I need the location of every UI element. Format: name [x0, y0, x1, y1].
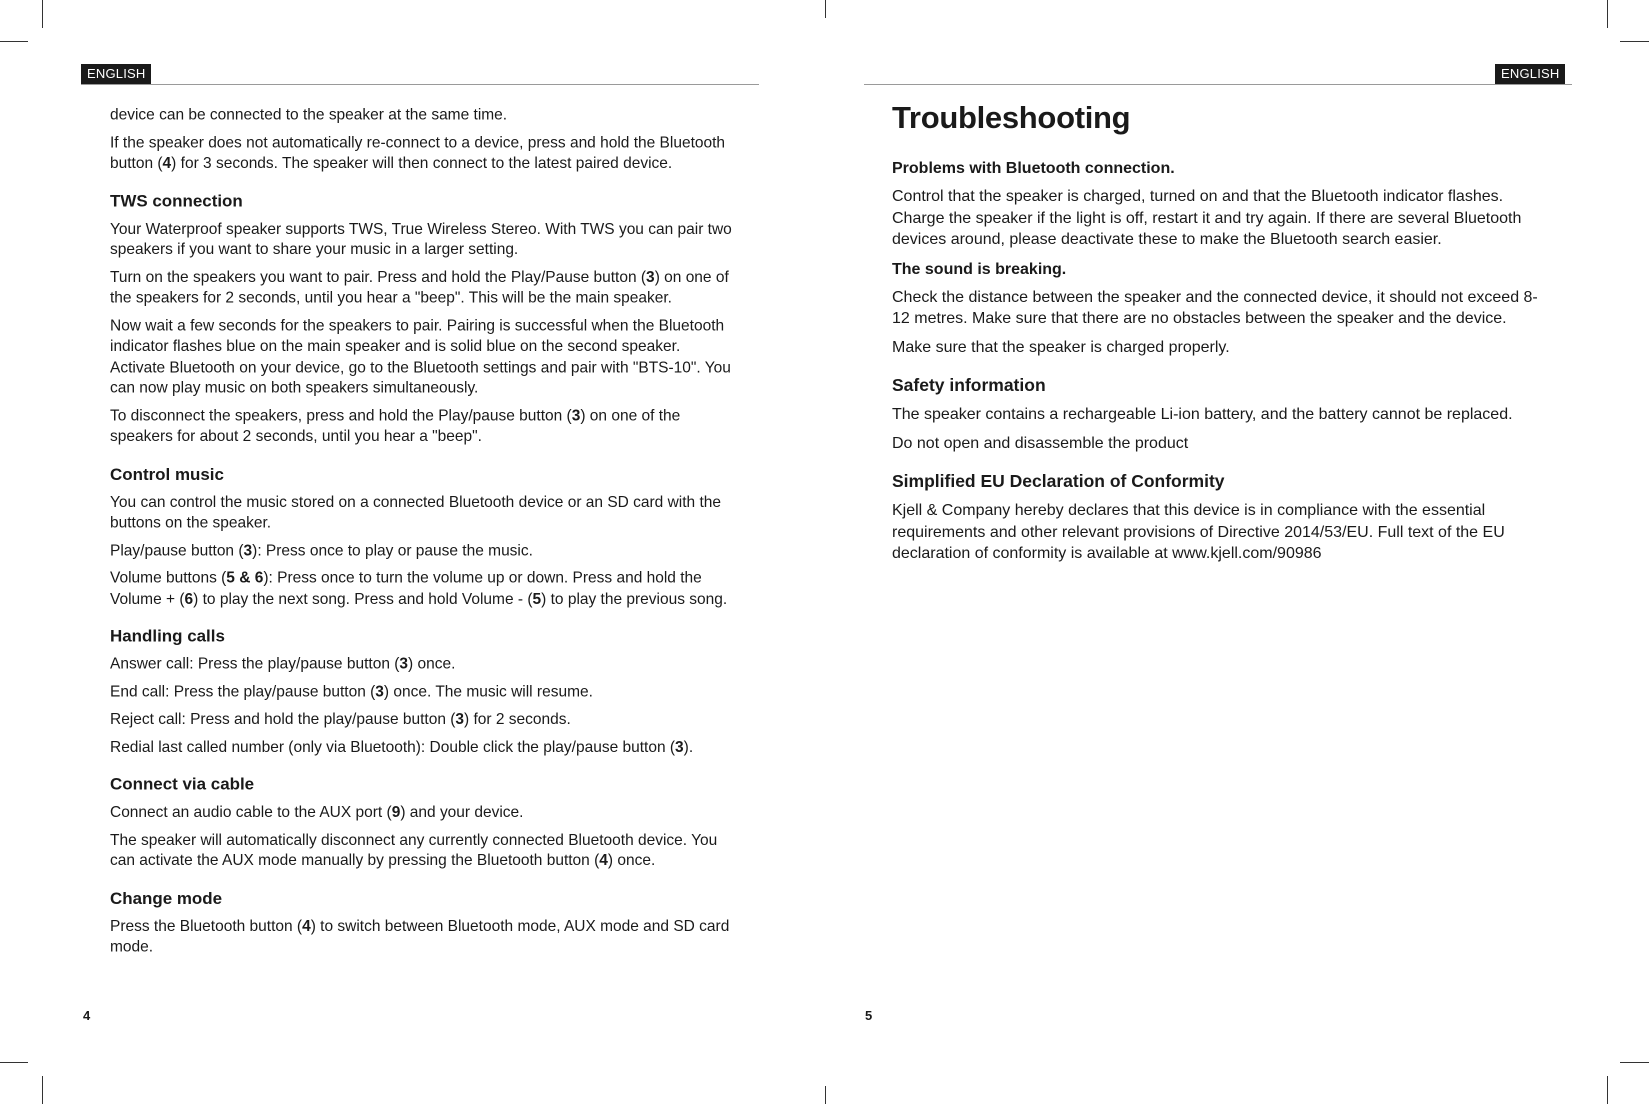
- text-run: Check the distance between the speaker and the connected device, it should not exceed 8-12 metres. Make sure that there are no obstacles between the speaker and the device.: [892, 288, 1538, 327]
- text-run: You can control the music stored on a connected Bluetooth device or an SD card with the buttons on the speaker.: [110, 493, 722, 532]
- section-heading: [892, 470, 1552, 492]
- page-number: 5: [865, 1008, 873, 1023]
- paragraph: [110, 492, 735, 534]
- button-reference: 5: [532, 590, 542, 608]
- paragraph: [110, 737, 735, 758]
- text-run: Kjell & Company hereby declares that this device is in compliance with the essential requirements and other relevant provisions of Directive 2014/53/EU. Full text of the EU declaration of conformity is available at www.kjell.com/90986: [892, 502, 1505, 562]
- paragraph: [110, 316, 735, 399]
- button-reference: 9: [391, 804, 401, 821]
- right-page: [825, 0, 1649, 1104]
- text-run: Simplified EU Declaration of Conformity: [892, 471, 1225, 491]
- text-run: Answer call: Press the play/pause button (: [110, 656, 400, 673]
- paragraph: [110, 540, 735, 561]
- section-heading: [110, 887, 735, 908]
- header-rule: [864, 84, 1572, 85]
- text-run: Connect via cable: [110, 774, 255, 794]
- text-run: ) once.: [408, 656, 456, 673]
- paragraph: [110, 105, 735, 126]
- paragraph: [892, 337, 1552, 359]
- text-run: ) for 2 seconds.: [464, 711, 571, 728]
- page-title: Troubleshooting: [892, 100, 1131, 135]
- text-run: Change mode: [110, 888, 223, 908]
- language-badge: ENGLISH: [81, 64, 151, 84]
- subheading: [892, 259, 1552, 280]
- text-run: Connect an audio cable to the AUX port (: [110, 804, 392, 821]
- text-run: The speaker will automatically disconnect any currently connected Bluetooth device. You can activate the AUX mode manually by pressing the Bluetooth button (: [110, 831, 718, 870]
- button-reference: 5 & 6: [226, 569, 264, 587]
- text-run: The sound is breaking.: [892, 260, 1067, 278]
- button-reference: 3: [675, 738, 684, 756]
- text-run: Handling calls: [110, 626, 225, 646]
- paragraph: [110, 406, 735, 448]
- text-run: Make sure that the speaker is charged properly.: [892, 338, 1230, 356]
- text-run: device can be connected to the speaker at the same time.: [110, 106, 508, 124]
- paragraph: [110, 830, 735, 872]
- paragraph: [892, 500, 1552, 565]
- text-run: Do not open and disassemble the product: [892, 434, 1189, 452]
- button-reference: 3: [399, 656, 409, 673]
- paragraph: [110, 682, 735, 703]
- button-reference: 3: [243, 542, 253, 559]
- text-run: Your Waterproof speaker supports TWS, True Wireless Stereo. With TWS you can pair two speakers if you want to share your music in a larger setting.: [110, 220, 732, 259]
- section-heading: [110, 773, 735, 794]
- section-heading: [110, 625, 735, 646]
- text-run: Now wait a few seconds for the speakers to pair. Pairing is successful when the Bluetooth indicator flashes blue on the main speaker and is solid blue on the second speaker. Activate Bluetooth on your device, go to the Bluetooth settings and pair with "BTS-10". You can now play music on both speakers simultaneously.: [110, 317, 731, 397]
- text-run: The speaker contains a rechargeable Li-ion battery, and the battery cannot be replaced.: [892, 406, 1513, 423]
- text-run: ) on one of the speakers for 2 seconds, until you hear a "beep". This will be the main speaker.: [110, 269, 729, 307]
- paragraph: [892, 186, 1552, 251]
- paragraph: [110, 916, 735, 958]
- section-heading: [110, 190, 735, 211]
- paragraph: [110, 654, 735, 675]
- text-run: TWS connection: [110, 190, 243, 211]
- text-run: Volume buttons (: [110, 569, 227, 587]
- button-reference: 3: [571, 407, 581, 425]
- text-run: ) on one of the speakers for about 2 seconds, until you hear a "beep".: [110, 407, 681, 445]
- text-run: If the speaker does not automatically re-connect to a device, press and hold the Bluetooth button (: [110, 134, 726, 172]
- paragraph: [110, 133, 735, 175]
- text-run: ) once. The music will resume.: [383, 683, 593, 701]
- text-run: ) to play the previous song.: [541, 590, 728, 608]
- section-heading: [892, 374, 1552, 396]
- paragraph: [892, 433, 1552, 455]
- button-reference: 3: [646, 269, 655, 286]
- text-run: ).: [683, 738, 694, 756]
- header-rule: [81, 84, 759, 85]
- text-run: ) to play the next song. Press and hold Volume - (: [193, 590, 533, 608]
- section-heading: [110, 463, 735, 484]
- button-reference: 4: [599, 852, 608, 870]
- text-run: To disconnect the speakers, press and hold the Play/pause button (: [110, 407, 572, 425]
- language-badge: ENGLISH: [1495, 64, 1565, 84]
- text-run: ) once.: [607, 852, 656, 870]
- paragraph: [892, 287, 1552, 330]
- text-run: Problems with Bluetooth connection.: [892, 160, 1175, 177]
- text-run: Turn on the speakers you want to pair. Press and hold the Play/Pause button (: [110, 269, 647, 286]
- subheading: [892, 158, 1552, 179]
- text-run: Press the Bluetooth button (: [110, 918, 303, 935]
- right-page-content: [892, 100, 1552, 572]
- paragraph: [892, 404, 1552, 426]
- text-run: ): Press once to play or pause the music.: [252, 542, 533, 559]
- text-run: Play/pause button (: [110, 542, 244, 559]
- text-run: Control music: [110, 463, 224, 484]
- text-run: Control that the speaker is charged, turned on and that the Bluetooth indicator flashes. Charge the speaker if the light is off, restart it and try again. If there are several Bluetooth devices around, please deactivate these to make the Bluetooth search easier.: [892, 188, 1522, 248]
- text-run: Redial last called number (only via Bluetooth): Double click the play/pause button (: [110, 738, 676, 756]
- button-reference: 4: [302, 918, 311, 935]
- text-run: ) to switch between Bluetooth mode, AUX mode and SD card mode.: [110, 918, 730, 956]
- button-reference: 3: [455, 711, 465, 728]
- paragraph: [110, 802, 735, 823]
- paragraph: [110, 267, 735, 309]
- text-run: ) for 3 seconds. The speaker will then connect to the latest paired device.: [171, 155, 673, 172]
- left-page-content: [110, 105, 735, 965]
- text-run: Safety information: [892, 375, 1046, 395]
- paragraph: [110, 219, 735, 261]
- button-reference: 3: [375, 683, 384, 701]
- button-reference: 4: [162, 155, 172, 172]
- paragraph: [110, 709, 735, 730]
- text-run: ): Press once to turn the volume up or down. Press and hold the Volume + (: [110, 569, 702, 608]
- text-run: Reject call: Press and hold the play/pause button (: [110, 711, 456, 728]
- text-run: ) and your device.: [400, 804, 524, 821]
- paragraph: [110, 568, 735, 610]
- button-reference: 6: [184, 590, 194, 608]
- page-number: 4: [83, 1008, 91, 1023]
- text-run: End call: Press the play/pause button (: [110, 683, 376, 701]
